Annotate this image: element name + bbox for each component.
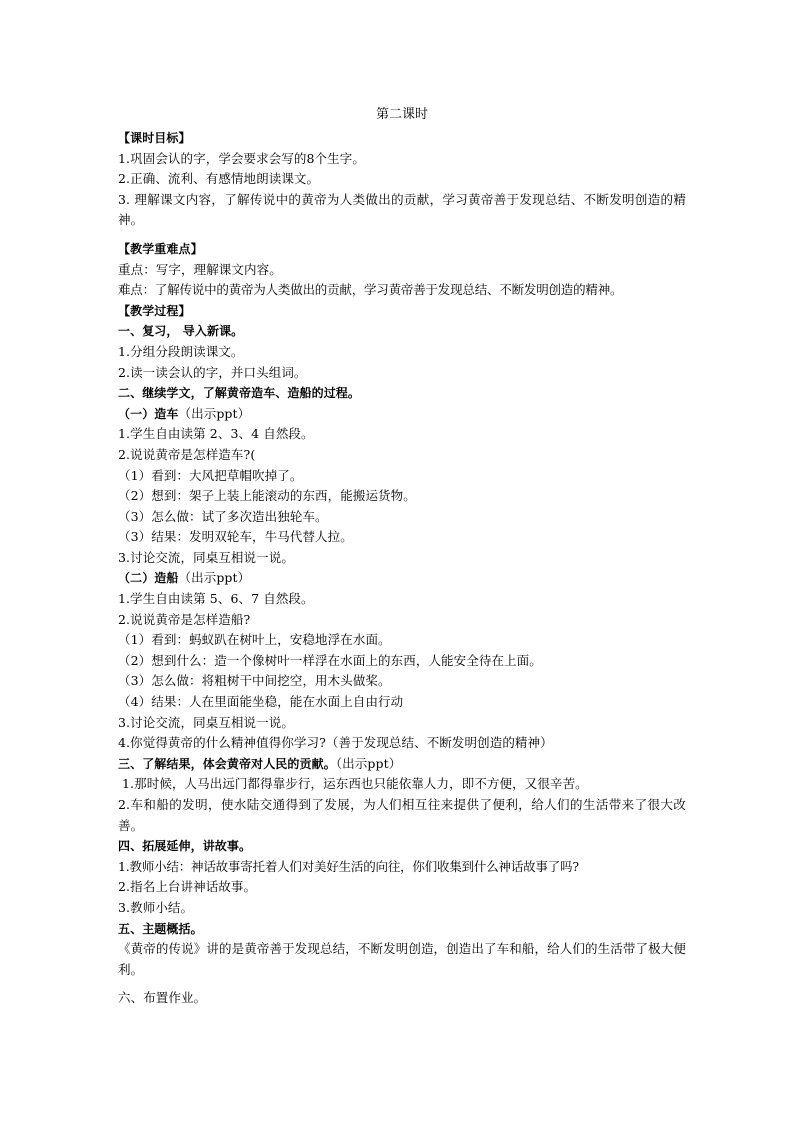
goal-item: 1.巩固会认的字，学会要求会写的8个生字。 — [118, 150, 365, 166]
section-heading: 四、拓展延伸，讲故事。 — [118, 839, 252, 854]
list-item: （2）想到什么：造一个像树叶一样浮在水面上的东西，人能安全待在上面。 — [118, 652, 542, 668]
list-item: 1.教师小结：神话故事寄托着人们对美好生活的向往，你们收集到什么神话故事了吗? — [118, 858, 579, 874]
list-item: （3）结果：发明双轮车，牛马代替人拉。 — [118, 529, 353, 545]
list-item: （2）想到：架子上装上能滚动的东西，能搬运货物。 — [118, 488, 416, 504]
goal-item: 3. 理解课文内容，了解传说中的黄帝为人类做出的贡献，学习黄帝善于发现总结、不断发明创造的精神。 — [118, 191, 686, 228]
lesson-plan-document — [118, 104, 686, 1009]
section-heading: 一、复习， 导入新课。 — [118, 324, 244, 339]
subsection-heading — [118, 404, 686, 425]
subsection-heading — [118, 568, 686, 589]
list-item: （1）看到：蚂蚁趴在树叶上，安稳地浮在水面。 — [118, 632, 391, 648]
subsection-note: （出示ppt） — [178, 405, 251, 421]
section-heading: 二、继续学文，了解黄帝造车、造船的过程。 — [118, 386, 361, 401]
section-heading: 五、主题概括。 — [118, 921, 203, 936]
paragraph: 1.那时候，人马出远门都得靠步行，运东西也只能依靠人力，即不方便，又很辛苦。 — [122, 776, 588, 792]
list-item: 3.教师小结。 — [118, 899, 194, 915]
list-item: 2.指名上台讲神话故事。 — [118, 879, 257, 895]
subsection-note: （出示ppt） — [178, 570, 251, 586]
section-note: （出示ppt） — [335, 755, 402, 771]
list-item: 4.你觉得黄帝的什么精神值得你学习?（善于发现总结、不断发明创造的精神） — [118, 735, 553, 751]
list-item: （3）怎么做：将粗树干中间挖空，用木头做桨。 — [118, 673, 391, 689]
difficult-point: 难点：了解传说中的黄帝为人类做出的贡献，学习黄帝善于发现总结、不断发明创造的精神。 — [118, 282, 623, 298]
list-item: （1）看到：大风把草帽吹掉了。 — [118, 467, 303, 483]
goal-item: 2.正确、流利、有感情地朗读课文。 — [118, 171, 320, 187]
paragraph: 《黄帝的传说》讲的是黄帝善于发现总结，不断发明创造，创造出了车和船，给人们的生活带了极大便利。 — [118, 941, 686, 977]
goals-heading: 【课时目标】 — [118, 131, 191, 145]
section-title: 三、了解结果，体会黄帝对人民的贡献。 — [118, 756, 336, 771]
section-heading — [118, 754, 686, 775]
list-item: 1.分组分段朗读课文。 — [118, 343, 244, 359]
keypoints-heading: 【教学重难点】 — [118, 241, 203, 256]
subsection-title: （二）造船 — [118, 571, 179, 586]
list-item: 3.讨论交流，同桌互相说一说。 — [118, 549, 294, 565]
subsection-title: （一）造车 — [118, 406, 179, 421]
list-item: 3.讨论交流，同桌互相说一说。 — [118, 714, 294, 730]
section-heading: 六、布置作业。 — [118, 990, 207, 1006]
page-title: 第二课时 — [375, 107, 428, 122]
list-item: 2.说说黄帝是怎样造船? — [118, 611, 251, 627]
list-item: 2.读一读会认的字，并口头组词。 — [118, 364, 307, 380]
list-item: （3）怎么做：试了多次造出独轮车。 — [118, 508, 328, 524]
paragraph: 2.车和船的发明，使水陆交通得到了发展，为人们相互往来提供了便利，给人们的生活带来了很大改善。 — [118, 797, 686, 833]
list-item: 1.学生自由读第 5、6、7 自然段。 — [118, 591, 314, 607]
list-item: （4）结果：人在里面能坐稳，能在水面上自由行动 — [118, 694, 404, 710]
list-item: 1.学生自由读第 2、3、4 自然段。 — [118, 426, 314, 442]
key-point: 重点：写字，理解课文内容。 — [118, 261, 282, 277]
list-item: 2.说说黄帝是怎样造车?( — [118, 446, 256, 462]
process-heading: 【教学过程】 — [118, 303, 191, 318]
